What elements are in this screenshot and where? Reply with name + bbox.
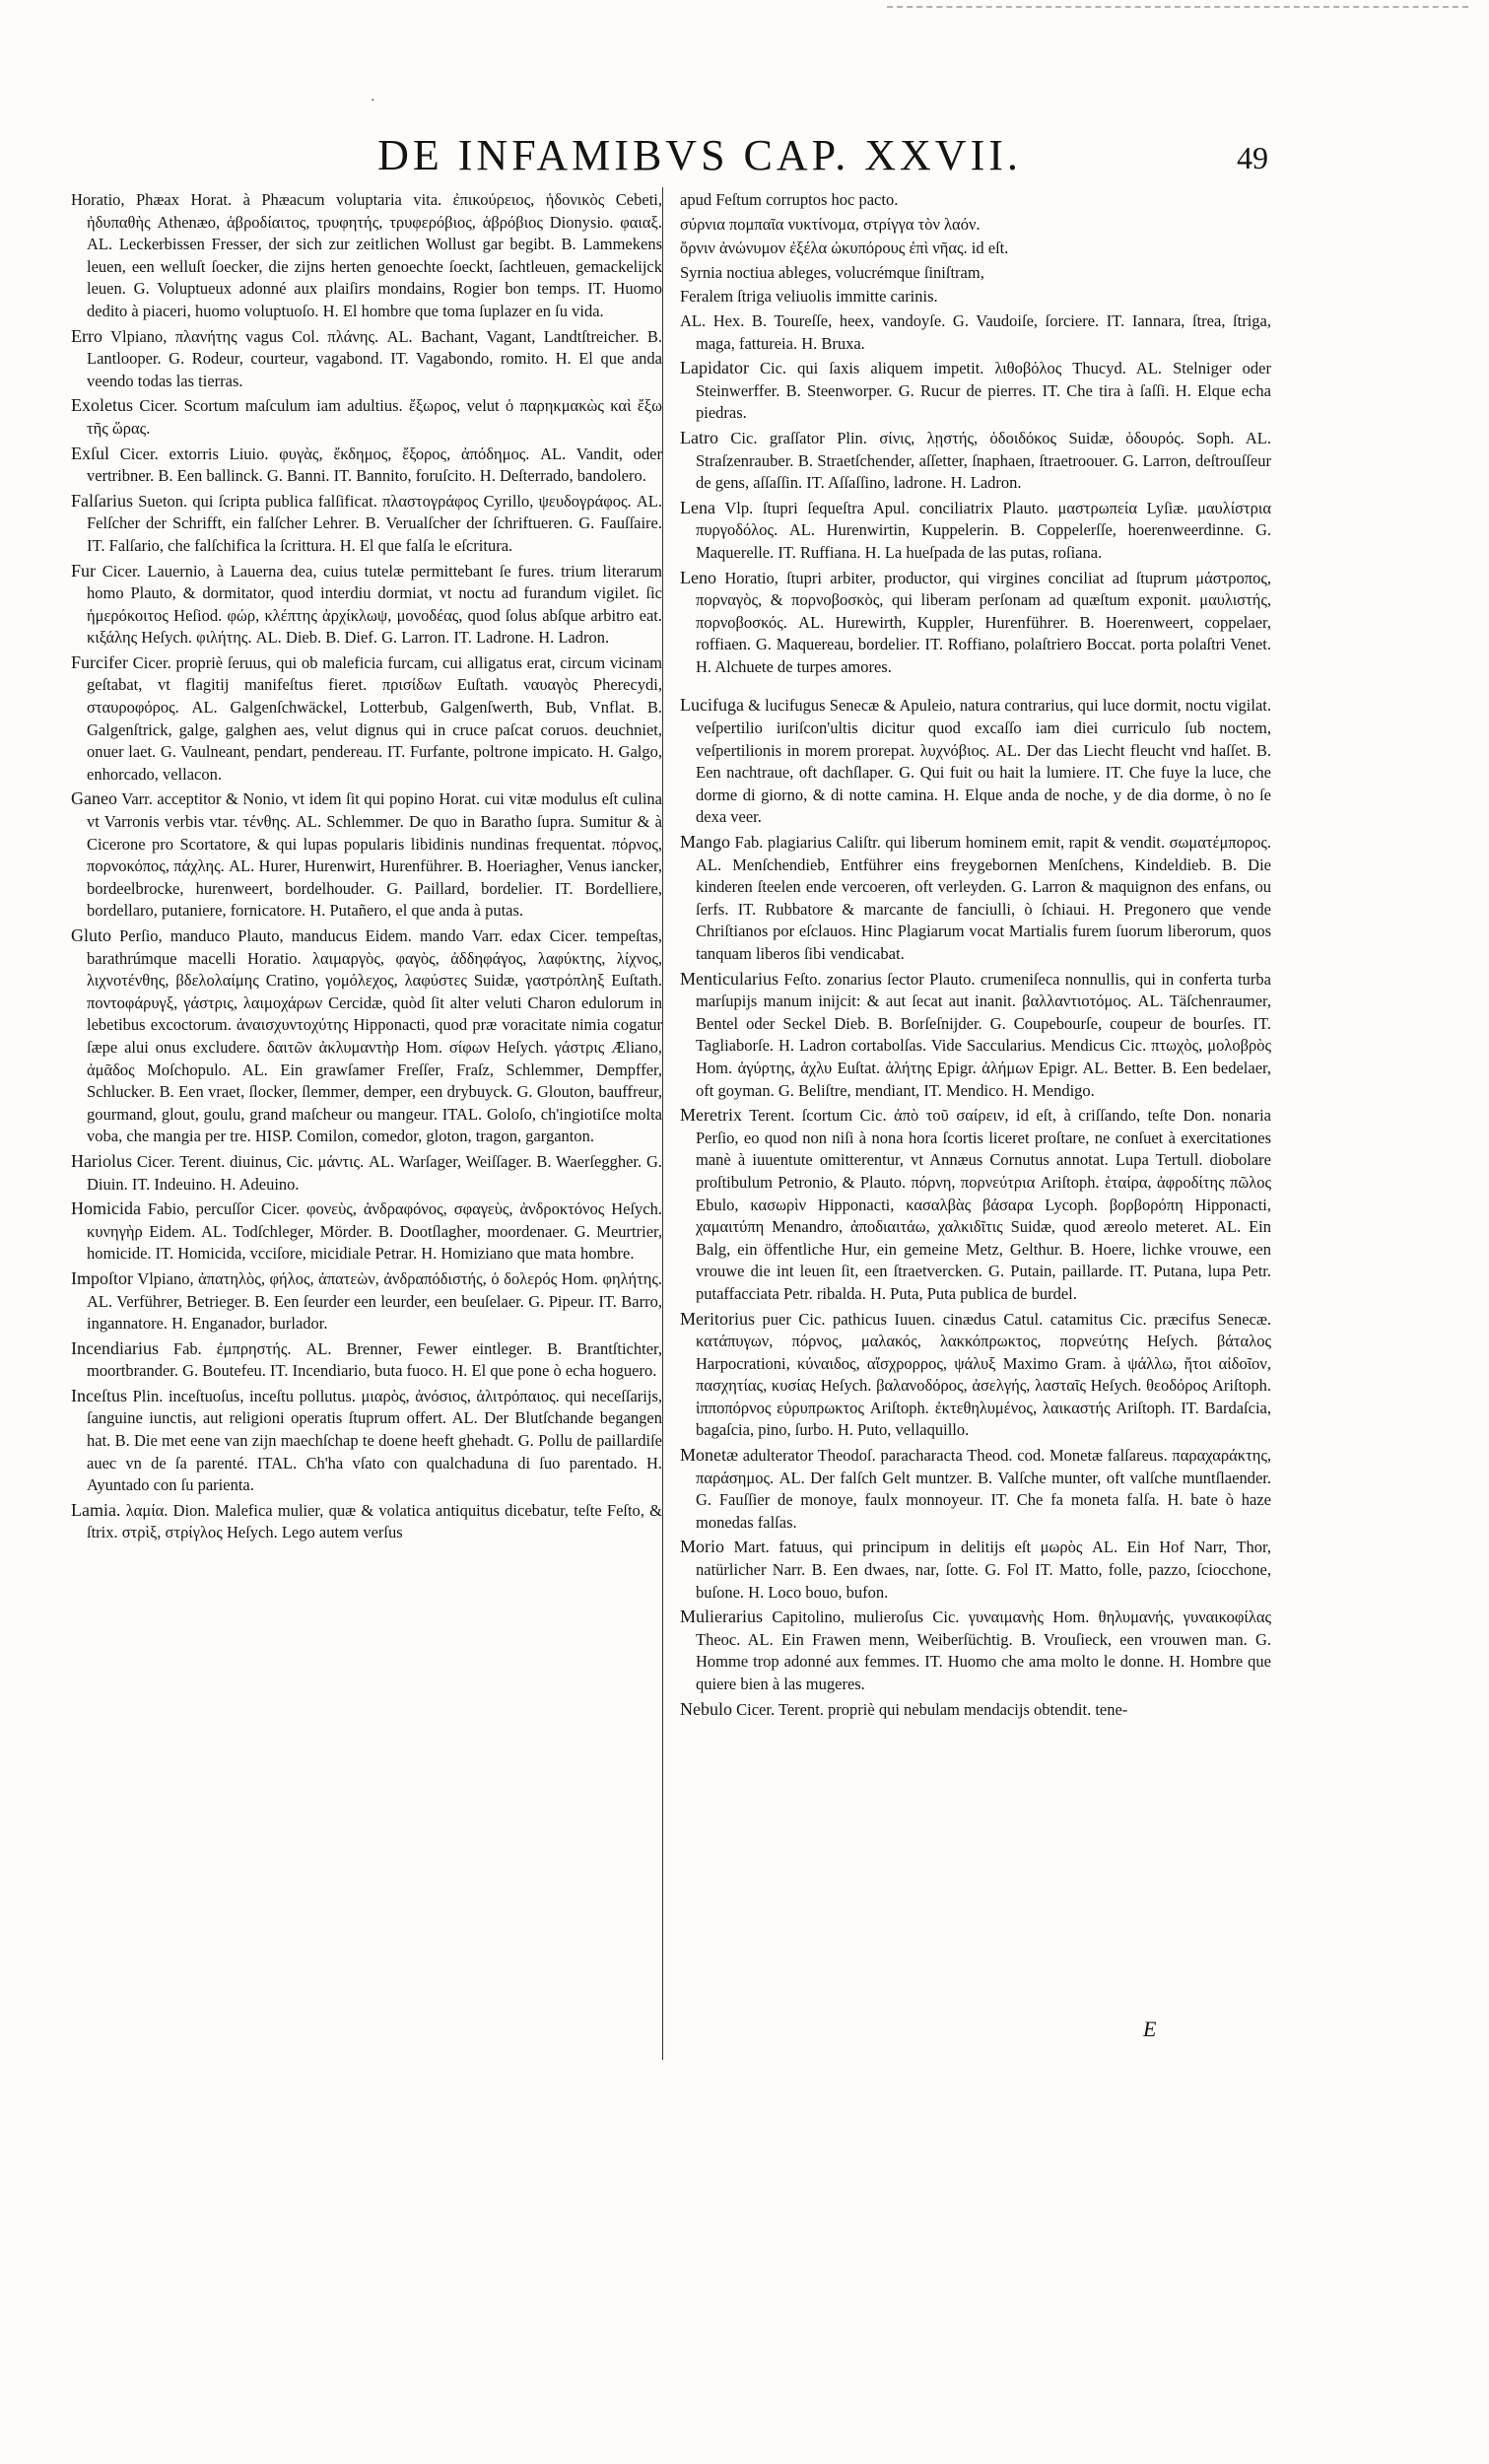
entry-text: Terent. ſcortum Cic. ἀπὸ τοῦ σαίρειν, id eſt, à criſſando, teſte Don. nonaria Perſio, eo quod non niſi à nona hora ſcortis liceret proſtare, ne conſuet à exercitationes manè à iuuentute omitterentur, vt Annæus Cornutus annotat. Lupa Tertull. diobolare proſtibulum Petronio, & Plauto. πόρνη, πορνεύτρια Ariſtoph. ἑταίρα, ἀφροδίτης πῶλος Ebulo, κασωρὶν Hipponacti, κασαλβὰς βάσαρα Lycoph. βορβορόπη Hipponacti, χαμαιτύπη Menandro, ἀποδιαιτάω, χαλκιδῖτις Suidæ, quod æreolo meteret. AL. Ein Balg, ein öffentliche Hur, ein gemeine Metz, Gelthur. B. Hoere, lichke vrouwe, een vrouwe die int leuen ſit, een ſtraetvercken. G. Putain, paillarde. IT. Putana, lupa Petr. putaffacciata Petr. ribalda. H. Puta, Puta publica de burdel. [696, 1106, 1271, 1303]
entry-lemma: Exoletus [71, 395, 133, 416]
entry-text: Vlpiano, πλανήτης vagus Col. πλάνης. AL. Bachant, Vagant, Landtſtreicher. B. Lantlooper. G. Rodeur, courteur, vagabond. IT. Vagabondo, romito. H. El que anda veendo todas las tierras. [87, 326, 662, 390]
top-edge-line [887, 6, 1468, 11]
entry-text: Fab. ἐμπρηστής. AL. Brenner, Fewer eintleger. B. Brantſtichter, moortbrander. G. Boutefeu. IT. Incendiario, buta fuoco. H. El que pone ò echa hoguero. [87, 1338, 662, 1381]
dictionary-entry [71, 1267, 662, 1335]
dictionary-entry [71, 1385, 662, 1497]
running-title: DE INFAMIBVS CAP. XXVII. [377, 131, 1022, 179]
entry-lemma: Impoſtor [71, 1267, 133, 1288]
entry-text: Horatio, Phæax Horat. à Phæacum voluptaria vita. ἐπικούρειος, ἡδονικὸς Cebeti, ἠδυπαθὴς Athenæo, ἁβροδίαιτος, τρυφητής, τρυφερόβιος, ἁβρόβιος Dionysio. φαιαξ. AL. Leckerbissen Fresser, der sich zur zeitlichen Wollust gar begibt. B. Lammekens leuen, een welluſt ſoecker, die zijns herten genoechte ſoeckt, ſachtleuen, gemackelijck leuen. G. Voluptueux adonné aux plaiſirs mondains, Rogier bon temps. IT. Huomo dedito à piaceri, huomo voluptuoſo. H. El hombre que toma ſuplazer en ſu vida. [71, 190, 662, 320]
dictionary-entry [71, 651, 662, 787]
entry-text: apud Feſtum corruptos hoc pacto. [680, 190, 899, 209]
entry-text: Sueton. qui ſcripta publica falſificat. πλαστογράφος Cyrillo, ψευδογράφος. AL. Felſcher der Schrifft, ein falſcher Lehrer. B. Verualſcher der ſchriftueren. G. Fauſſaire. IT. Falſario, che falſchifica la ſcrittura. H. El que falſa le eſcritura. [87, 491, 662, 555]
dictionary-entry [680, 214, 1271, 237]
entry-lemma: Lena [680, 497, 715, 517]
dictionary-entry [680, 1444, 1271, 1534]
entry-lemma: Latro [680, 427, 718, 447]
dictionary-entry [71, 1150, 662, 1196]
entry-lemma: Furcifer [71, 651, 128, 672]
entry-text: Cicer. extorris Liuio. φυγὰς, ἔκδημος, ἔξορος, ἀπόδημος. AL. Vandit, oder vertribner. B. Een ballinck. G. Banni. IT. Bannito, foruſcito. H. Deſterrado, bandolero. [87, 444, 662, 486]
dictionary-entry [680, 1308, 1271, 1443]
entry-text: ὄρνιν ἀνώνυμον ἐξέλα ὠκυπόρους ἐπὶ νῆας. id eſt. [680, 239, 1009, 258]
dictionary-entry [680, 694, 1271, 829]
entry-lemma: Exſul [71, 443, 109, 463]
page-number: 49 [1237, 140, 1268, 175]
entry-text: Fabio, percuſſor Cicer. φονεὺς, ἀνδραφόνος, σφαγεὺς, ἀνδροκτόνος Heſych. κυνηγὴρ Eidem. AL. Todſchleger, Mörder. B. Dootſlagher, moordenaer. G. Meurtrier, homicide. IT. Homicida, vcciſore, micidiale Petrar. H. Homiziano que mata hombre. [87, 1199, 662, 1264]
dictionary-entry [680, 1104, 1271, 1305]
dictionary-entry [680, 427, 1271, 495]
entry-text: Feſto. zonarius ſector Plauto. crumeniſeca nonnullis, qui in conferta turba marſupijs manum inijcit: & aut ſecat aut inanit. βαλλαντιοτόμος. AL. Täſchenraumer, Bentel oder Seckel Dieb. B. Borſeſnijder. G. Coupebourſe, coupeur de bourſes. IT. Tagliaborſe. H. Ladron cortabolſas. Vide Saccularius. Mendicus Cic. πτωχὸς, μολοβρὸς Hom. ἀγύρτης, ἀχλυ Euſtat. ἀλήτης Epigr. ἀλήμων Epigr. AL. Better. B. Een bedelaer, oft goyman. G. Beliſtre, mendiant, IT. Mendico. H. Mendigo. [696, 969, 1271, 1100]
dictionary-entry [680, 286, 1271, 308]
entry-text: Cicer. Scortum maſculum iam adultius. ἔξωρος, velut ὁ παρηκμακὼς καὶ ἔξω τῆς ὥρας. [87, 396, 662, 438]
entry-text: & lucifugus Senecæ & Apuleio, natura contrarius, qui luce dormit, noctu vigilat. veſpertilio iuriſcon'ultis dicitur quod excaſſo iam diei curriculo ſub noctem, veſpertilionis in morem prorepat. λυχνόβιος. AL. Der das Liecht fleucht vnd haſſet. B. Een nachtraue, oft dachſlaper. G. Qui fuit ou hait la lumiere. IT. Che fuye la luce, che dorme di giorno, & di notte camina. H. Elque anda de noche, y de dia dorme, ò no ſe dexa veer. [696, 696, 1271, 827]
entry-text: Cicer. Terent. propriè qui nebulam mendacijs obtendit. tene- [736, 1699, 1128, 1719]
entry-lemma: Meretrix [680, 1105, 742, 1126]
entry-lemma: Lucifuga [680, 695, 744, 716]
dictionary-entry [71, 787, 662, 923]
dictionary-entry [680, 262, 1271, 285]
entry-lemma: Erro [71, 325, 102, 346]
entry-text: Horatio, ſtupri arbiter, productor, qui virgines conciliat ad ſtuprum μάστροπος, πορναγὸς, & πορνοβοσκὸς, qui liberam perſonam ad quæſtum exponit. μαυλιστής, πορνοβοσκός. AL. Hurewirth, Kuppler, Hurenführer. B. Hoerenweert, coppelaer, roffiaen. G. Maquereau, bordelier. IT. Roffiano, polaſtriero Boccat. porta polaſtri Venet. H. Alchuete de turpes amores. [696, 568, 1271, 676]
entry-lemma: Homicida [71, 1198, 141, 1219]
entry-text: λαμία. Dion. Malefica mulier, quæ & volatica antiquitus dicebatur, teſte Feſto, & ſtrix. στρὶξ, στρίγλος Heſych. Lego autem verſus [87, 1500, 662, 1542]
entry-text: Varr. acceptitor & Nonio, vt idem ſit qui popino Horat. cui vitæ modulus eſt culina vt Varronis verbis vtar. τένθης. AL. Schlemmer. De quo in Baratho ſupra. Sumitur & à Cicerone pro Scortatore, & qui lupas popularis libidinis nundinas frequentat. πόρνος, πορνοκόπος, πάχλης. AL. Hurer, Hurenwirt, Hurenführer. B. Hoeriagher, Venus iancker, bordeelbrocke, hurenweert, bordelhouder. G. Paillard, bordelier. IT. Bordelliere, bordellaro, putaniere, fornicatore. H. Putañero, el que anda à putas. [87, 789, 662, 921]
entry-lemma: Leno [680, 567, 716, 587]
catchword: E [1143, 2017, 1157, 2041]
dictionary-entry [71, 560, 662, 650]
dictionary-entry [71, 924, 662, 1148]
right-column [680, 189, 1271, 2239]
entry-lemma: Lamia. [71, 1499, 121, 1520]
entry-lemma: Incendiarius [71, 1337, 159, 1358]
entry-text: puer Cic. pathicus Iuuen. cinædus Catul. catamitus Cic. præcifus Senecæ. κατάπυγων, πόρνος, μαλακός, λακκόπρωκτος, πορνεύτης Heſych. βάταλος Harpocrationi, κύναιδος, αἴσχρορρος, ψάλυξ Maximo Gram. à ψάλλω, ἤτοι αἰδοῖον, πασχητίας, κυσίας Heſych. βαλανοδόρος, ἀσελγής, λασταῖς Heſych. θεοδόρος Ariſtoph. ἱπποπόρνος εὐρυπρωκτος Ariſtoph. ἐκτεθηλυμένος, λαικαστής Ariſtoph. IT. Bardaſcia, bagaſcia, pino, ſurbo. H. Puto, vellaquillo. [696, 1309, 1271, 1440]
entry-lemma: Inceſtus [71, 1385, 127, 1405]
entry-lemma: Hariolus [71, 1150, 132, 1171]
dictionary-entry [680, 497, 1271, 565]
entry-lemma: Mango [680, 832, 730, 853]
entry-text: σύρνια πομπαῖα νυκτίνομα, στρίγγα τὸν λαόν. [680, 214, 981, 234]
left-column [71, 189, 662, 2239]
dictionary-entry [680, 310, 1271, 355]
entry-text: Mart. fatuus, qui principum in delitijs eſt μωρὸς AL. Ein Hof Narr, Thor, natürlicher Narr. B. Een dwaes, nar, ſotte. G. Fol IT. Matto, folle, pazzo, ſciocchone, buſone. H. Loco bouo, bufon. [696, 1538, 1271, 1602]
dictionary-entry [71, 1499, 662, 1544]
entry-lemma: Ganeo [71, 788, 117, 809]
page-header [0, 126, 1489, 185]
entry-text: Cic. graſſator Plin. σίνις, λῃστής, ὁδοιδόκος Suidæ, ὁδουρός. Soph. AL. Straſzenrauber. B. Straetſchender, aſſetter, ſnaphaen, ſtraetroouer. G. Larron, deſtrouſſeur de gens, aſſaſſin. IT. Aſſaſſino, ladrone. H. Ladron. [696, 428, 1271, 493]
dictionary-entry [71, 443, 662, 488]
entry-text: adulterator Theodoſ. paracharacta Theod. cod. Monetæ falſareus. παραχαράκτης, παράσημος. AL. Der falſch Gelt muntzer. B. Valſche munter, oft valſche muntſlaender. G. Fauſſier de monoye, faulx monnoyeur. IT. Che fa moneta falſa. H. bate ò haze monedas falſas. [696, 1446, 1271, 1532]
dictionary-entry [680, 1606, 1271, 1695]
dictionary-entry [680, 238, 1271, 260]
dictionary-entry [71, 394, 662, 440]
column-divider [662, 187, 663, 2060]
dictionary-entry [680, 1698, 1271, 1722]
dictionary-entry [680, 357, 1271, 425]
entry-text: Cicer. propriè ſeruus, qui ob maleficia furcam, cui alligatus erat, circum vicinam geſtabat, vt flagitij manifeſtus fieret. πρισίδων Euſtath. ναυαγὸς Pherecydi, σταυροφόρος. AL. Galgenſchwäckel, Lotterbub, Galgenſwerth, Bub, Vnflat. B. Galgenſtrick, galge, galghen aes, velut dignus qui in cruce paſcat coruos. deuchniet, onuer laet. G. Vaulneant, pendart, pendereau. IT. Furfante, poltrone impicato. H. Galgo, enhorcado, vellacon. [87, 652, 662, 784]
dictionary-entry [71, 1198, 662, 1266]
entry-text: AL. Hex. B. Toureſſe, heex, vandoyſe. G. Vaudoiſe, ſorciere. IT. Iannara, ſtrea, ſtriga, maga, fattureia. H. Bruxa. [680, 310, 1271, 353]
entry-text: Cicer. Lauernio, à Lauerna dea, cuius tutelæ permittebant ſe fures. trium literarum homo Plauto, & dormitator, quod interdiu dormiat, vt noctu ad furandum vigilet. ſic ἡμερόκοιτος Heſiod. φώρ, κλέπτης ἀρχίκλωψ, μονοδέας, quod ſolus abſque arbitro eat. κιξάλης Heſych. φιλήτης. AL. Dieb. B. Dief. G. Larron. IT. Ladrone. H. Ladron. [87, 561, 662, 648]
entry-lemma: Falſarius [71, 490, 133, 511]
entry-text: Capitolino, mulieroſus Cic. γυναιμανὴς Hom. θηλυμανής, γυναικοφίλας Theoc. AL. Ein Frawen menn, Weiberſüchtig. B. Vrouſieck, een vrouwen man. G. Homme trop adonné aux femmes. IT. Huomo che ama molto le donne. H. Hombre que quiere bien à las mugeres. [696, 1608, 1271, 1693]
entry-text: Vlpiano, ἀπατηλὸς, φήλος, ἀπατεὼν, ἀνδραπόδιστής, ὁ δολερός Hom. φηλήτης. AL. Verführer, Betrieger. B. Een ſeurder een leurder, een beuſelaer. G. Pipeur. IT. Barro, ingannatore. H. Enganador, burlador. [87, 1268, 662, 1334]
entry-text: Feralem ſtriga veliuolis immitte carinis. [680, 287, 938, 307]
dictionary-entry [71, 1337, 662, 1383]
dictionary-entry [71, 490, 662, 558]
dictionary-entry [680, 968, 1271, 1103]
entry-text: Syrnia noctiua ableges, volucrémque ſiniſtram, [680, 262, 984, 282]
entry-lemma: Monetæ [680, 1445, 739, 1466]
dictionary-entry [71, 325, 662, 393]
entry-text: Perſio, manduco Plauto, manducus Eidem. mando Varr. edax Cicer. tempeſtas, barathrúmque macelli Horatio. λαιμαργὸς, φαγὸς, ἀδδηφάγος, λαφύκτης, λίχνος, λιχνοτένθης, βδελολαίμης Cratino, γομόλεχος, λαφύστες Suidæ, γαστρόπληξ Euſtath. ποντοφάρυγξ, γάστρις, λαιμοχάρων Cercidæ, quòd ſit alter veluti Charon edulorum in lebetibus excoctorum. ἀναισχυντοχύτης Hipponacti, quod præ voracitate nimia cogatur ſæpe alui onus excludere. δαιτῶν ἀκλυμαντὴρ Hom. σίφων Heſych. γάστρις Æliano, ἀμᾶδος Moſchopulo. AL. Ein grawſamer Freſſer, Fraſz, Schlemmer, Dempffer, Schlucker. B. Een vraet, ſlocker, ſlemmer, demper, een drybuyck. G. Glouton, bauffreur, gourmand, glout, goulu, grand maſcheur ou mangeur. ITAL. Goloſo, ch'ingiotiſce molta voba, che mangia per tre. HISP. Comilon, comedor, gloton, tragon, garganton. [87, 926, 662, 1146]
signature-mark: · [371, 94, 375, 108]
entry-lemma: Morio [680, 1537, 724, 1557]
entry-lemma: Meritorius [680, 1308, 755, 1329]
entry-lemma: Mulierarius [680, 1607, 763, 1627]
entry-lemma: Fur [71, 560, 97, 581]
dictionary-entry [71, 189, 662, 323]
entry-text: Cicer. Terent. diuinus, Cic. μάντις. AL. Warſager, Weiſſager. B. Waerſeggher. G. Diuin. IT. Indeuino. H. Adeuino. [87, 1151, 662, 1194]
entry-text: Fab. plagiarius Caliſtr. qui liberum hominem emit, rapit & vendit. σωματέμπορος. AL. Menſchendieb, Entführer eins freygebornen Menſchens, Kindeldieb. B. Die kinderen ſteelen ende vercoeren, oft verleyden. G. Larron & maquignon des enfans, ou ſerfs. IT. Rubbatore & marcante de fanciulli, ò ſchiaui. H. Pregonero que vende Chriſtianos por eſclauos. Hinc Plagiarum vocat Martialis furem ſuorum liberorum, quos tanquam liberos ſibi vendicabat. [696, 833, 1271, 963]
dictionary-entry [680, 831, 1271, 966]
dictionary-entry [680, 189, 1271, 212]
entry-lemma: Gluto [71, 925, 112, 945]
entry-text: Vlp. ſtupri ſequeſtra Apul. conciliatrix Plauto. μαστρωπεία Lyſiæ. μαυλίστρια πυργοδόλος. AL. Hurenwirtin, Kuppelerin. B. Coppelerſſe, hoerenweerdinne. G. Maquerelle. IT. Ruffiana. H. La hueſpada de las putas, roſiana. [696, 498, 1271, 562]
entry-lemma: Lapidator [680, 358, 749, 378]
entry-text: Cic. qui ſaxis aliquem impetit. λιθοβόλος Thucyd. AL. Stelniger oder Steinwerffer. B. Steenworper. G. Rucur de pierres. IT. Che tira à ſaſſi. H. Elque echa piedras. [696, 359, 1271, 423]
dictionary-entry [680, 567, 1271, 679]
entry-text: Plin. inceſtuoſus, inceſtu pollutus. μιαρὸς, ἀνόσιος, ἀλιτρόπαιος. qui neceſſarijs, ſanguine iunctis, aut religioni operatis ſtuprum offert. AL. Der Blutſchande begangen hat. B. Die met eene van zijn maechſchap te doene heeft ghehadt. G. Pollu de paillardiſe auec vn de ſa parenté. ITAL. Ch'ha vſato con qualchaduna di ſuo parentado. H. Ayuntado con ſu parienta. [87, 1386, 662, 1495]
entry-lemma: Nebulo [680, 1698, 732, 1719]
entry-lemma: Menticularius [680, 968, 778, 989]
dictionary-entry [680, 1536, 1271, 1604]
